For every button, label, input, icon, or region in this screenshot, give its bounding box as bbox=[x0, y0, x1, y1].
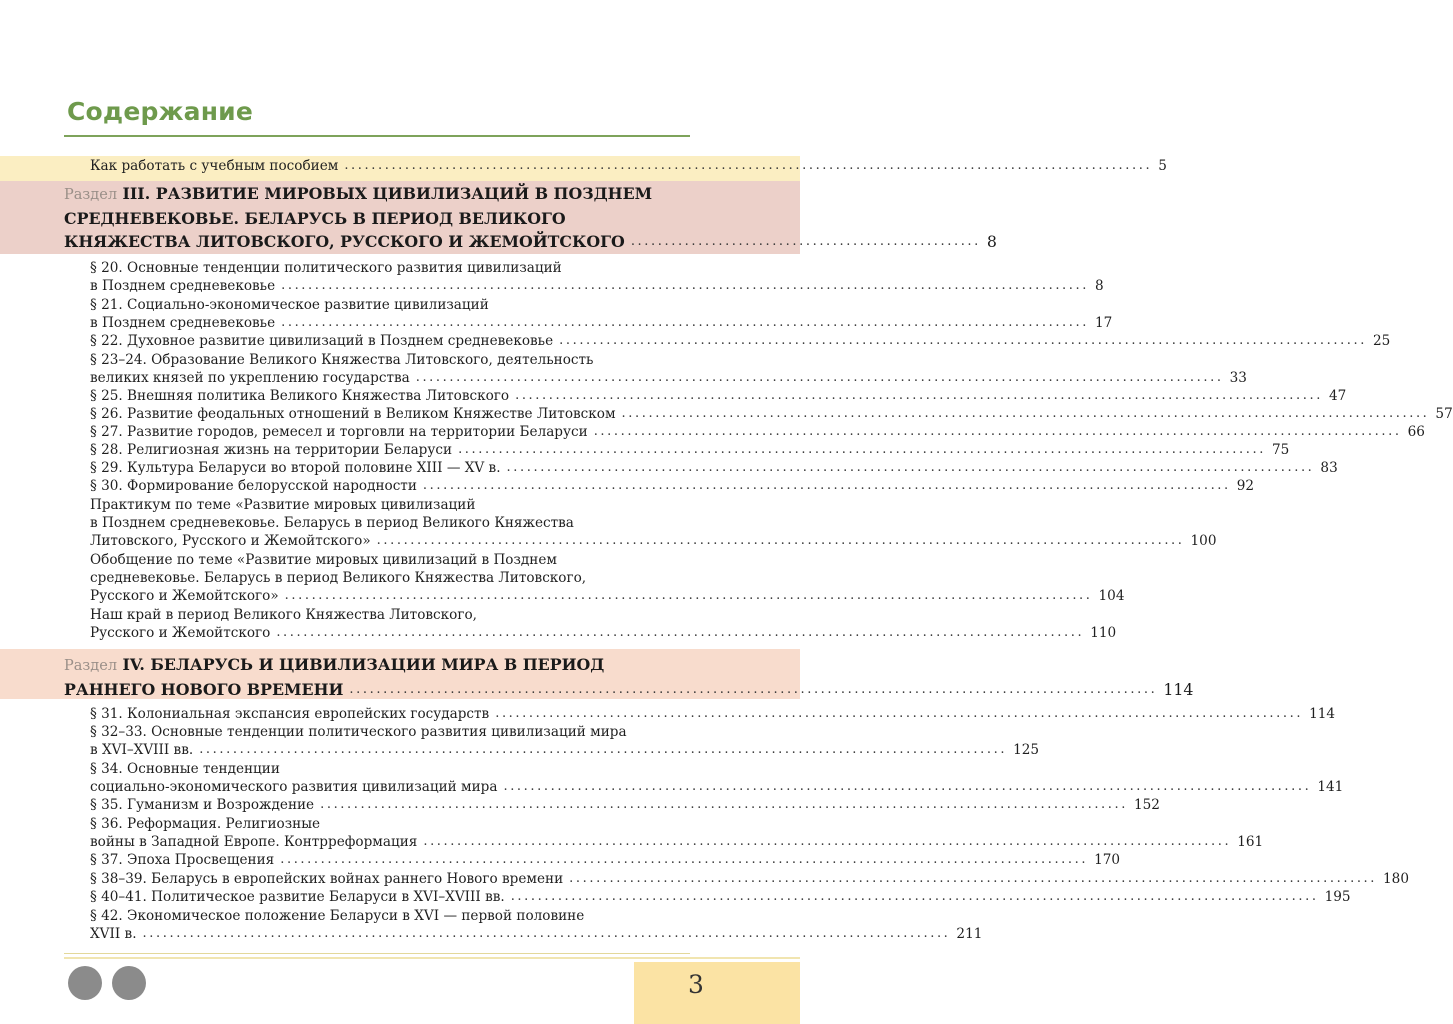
toc-page-number: 161 bbox=[1237, 834, 1264, 850]
toc-page-number: 8 bbox=[986, 232, 997, 251]
toc-entry-text: Обобщение по теме «Развитие мировых цивилизаций в Позднем bbox=[90, 552, 557, 568]
toc-page-number: 141 bbox=[1317, 779, 1344, 795]
toc-page-number: 17 bbox=[1095, 315, 1113, 331]
toc-entry-text: § 22. Духовное развитие цивилизаций в Позднем средневековье bbox=[90, 333, 554, 349]
toc-entry-text: Наш край в период Великого Княжества Литовского, bbox=[90, 607, 477, 623]
leader-dots: ........................................................................................................................ bbox=[281, 315, 1089, 330]
toc-page-number: 125 bbox=[1013, 742, 1040, 758]
toc-entry-text: в XVI–XVIII вв. bbox=[90, 742, 194, 758]
toc-entry-27[interactable] bbox=[90, 423, 1425, 441]
toc-entry-32-33-line1[interactable] bbox=[90, 723, 650, 741]
toc-entry-35[interactable] bbox=[90, 796, 1160, 814]
section-3-heading[interactable] bbox=[64, 184, 997, 253]
page-title: Содержание bbox=[67, 97, 254, 126]
toc-page-number: 180 bbox=[1383, 871, 1409, 887]
leader-dots: ........................................................................................................................ bbox=[276, 625, 1085, 640]
toc-entry-text: § 40–41. Политическое развитие Беларуси в XVI–XVIII вв. bbox=[90, 889, 505, 905]
leader-dots: ........................................................................................................................ bbox=[593, 424, 1402, 439]
toc-entry-21-line1[interactable] bbox=[90, 296, 650, 314]
toc-entry-21[interactable] bbox=[90, 314, 1113, 332]
toc-entry-text: Русского и Жемойтского bbox=[90, 625, 271, 641]
toc-entry-text: § 20. Основные тенденции политического развития цивилизаций bbox=[90, 260, 562, 276]
toc-entry-text: § 36. Реформация. Религиозные bbox=[90, 816, 321, 832]
toc-entry-text: § 31. Колониальная экспансия европейских государств bbox=[90, 706, 490, 722]
toc-entry-text: § 35. Гуманизм и Возрождение bbox=[90, 797, 315, 813]
toc-entry-36[interactable] bbox=[90, 833, 1264, 851]
leader-dots: ........................................................................................................................ bbox=[349, 682, 1158, 697]
toc-entry-practicum-line1[interactable] bbox=[90, 496, 650, 514]
leader-dots: .................................................... bbox=[630, 234, 981, 249]
leader-dots: ........................................................................................................................ bbox=[495, 706, 1304, 721]
leader-dots: ........................................................................................................................ bbox=[559, 333, 1368, 348]
toc-page-number: 66 bbox=[1407, 424, 1425, 440]
toc-page-number: 114 bbox=[1163, 680, 1194, 699]
section-title-line: КНЯЖЕСТВА ЛИТОВСКОГО, РУССКОГО И ЖЕМОЙТСКОГО bbox=[64, 232, 625, 251]
toc-page-number: 83 bbox=[1320, 460, 1338, 476]
toc-entry-text: § 34. Основные тенденции bbox=[90, 761, 280, 777]
toc-entry-text: средневековье. Беларусь в период Великого Княжества Литовского, bbox=[90, 570, 587, 586]
toc-entry-text: в Позднем средневековье. Беларусь в период Великого Княжества bbox=[90, 515, 574, 531]
toc-entry-23-24[interactable] bbox=[90, 369, 1247, 387]
toc-entry-summary-line2[interactable] bbox=[90, 569, 650, 587]
toc-entry-summary[interactable] bbox=[90, 587, 1125, 605]
toc-page-number: 170 bbox=[1094, 852, 1121, 868]
toc-page-number: 100 bbox=[1190, 533, 1217, 549]
toc-entry-text: в Позднем средневековье bbox=[90, 315, 276, 331]
toc-entry-23-24-line1[interactable] bbox=[90, 351, 650, 369]
toc-entry-25[interactable] bbox=[90, 387, 1347, 405]
toc-entry-38-39[interactable] bbox=[90, 870, 1409, 888]
leader-dots: ........................................................................................................................ bbox=[284, 588, 1093, 603]
leader-dots: ........................................................................................................................ bbox=[503, 779, 1312, 794]
leader-dots: ........................................................................................................................ bbox=[458, 442, 1266, 457]
toc-entry-text: Как работать с учебным пособием bbox=[90, 158, 339, 174]
toc-entry-summary-line1[interactable] bbox=[90, 551, 650, 569]
toc-page-number: 8 bbox=[1095, 278, 1104, 294]
toc-entry-text: великих князей по укреплению государства bbox=[90, 370, 410, 386]
toc-entry-text: § 27. Развитие городов, ремесел и торговли на территории Беларуси bbox=[90, 424, 588, 440]
toc-entry-text: § 28. Религиозная жизнь на территории Беларуси bbox=[90, 442, 453, 458]
leader-dots: ........................................................................................................................ bbox=[422, 478, 1231, 493]
title-underline bbox=[64, 135, 690, 137]
toc-entry-20-line1[interactable] bbox=[90, 259, 650, 277]
toc-entry-42-line1[interactable] bbox=[90, 907, 650, 925]
section-title-line: III. РАЗВИТИЕ МИРОВЫХ ЦИВИЛИЗАЦИЙ В ПОЗДНЕМ bbox=[122, 184, 653, 203]
page-number-box bbox=[634, 962, 800, 1024]
toc-entry-practicum-line2[interactable] bbox=[90, 514, 650, 532]
toc-entry-26[interactable] bbox=[90, 405, 1453, 423]
toc-entry-20[interactable] bbox=[90, 277, 1104, 295]
toc-entry-42[interactable] bbox=[90, 925, 983, 943]
toc-page-number: 110 bbox=[1090, 625, 1117, 641]
leader-dots: ........................................................................................................................ bbox=[621, 406, 1430, 421]
leader-dots: ........................................................................................................................ bbox=[506, 460, 1315, 475]
section-title-line: IV. БЕЛАРУСЬ И ЦИВИЛИЗАЦИИ МИРА В ПЕРИОД bbox=[122, 655, 605, 674]
toc-entry-36-line1[interactable] bbox=[90, 815, 650, 833]
leader-dots: ........................................................................................................................ bbox=[281, 278, 1089, 293]
footer-rule-accent bbox=[64, 957, 800, 959]
footer-rule bbox=[64, 953, 690, 954]
toc-entry-text: § 29. Культура Беларуси во второй половине XIII — XV в. bbox=[90, 460, 501, 476]
toc-entry-31[interactable] bbox=[90, 705, 1336, 723]
section-label: Раздел bbox=[64, 658, 118, 674]
decorative-circle-icon bbox=[68, 966, 102, 1000]
toc-entry-text: Практикум по теме «Развитие мировых цивилизаций bbox=[90, 497, 476, 513]
toc-entry-text: § 30. Формирование белорусской народности bbox=[90, 478, 417, 494]
leader-dots: ........................................................................................................................ bbox=[515, 388, 1323, 403]
toc-entry-text: войны в Западной Европе. Контрреформация bbox=[90, 834, 418, 850]
toc-page-number: 25 bbox=[1373, 333, 1391, 349]
leader-dots: ........................................................................................................................ bbox=[344, 158, 1153, 173]
leader-dots: ........................................................................................................................ bbox=[199, 742, 1008, 757]
toc-entry-40-41[interactable] bbox=[90, 888, 1351, 906]
toc-page-number: 92 bbox=[1236, 478, 1255, 494]
section-label: Раздел bbox=[64, 187, 118, 203]
toc-entry-29[interactable] bbox=[90, 459, 1338, 477]
toc-entry-text: § 21. Социально-экономическое развитие цивилизаций bbox=[90, 297, 489, 313]
toc-page-number: 114 bbox=[1309, 706, 1336, 722]
toc-entry-text: Литовского, Русского и Жемойтского» bbox=[90, 533, 371, 549]
toc-page-number: 195 bbox=[1324, 889, 1351, 905]
section-4-heading[interactable] bbox=[64, 655, 1194, 701]
page-number: 3 bbox=[688, 970, 704, 999]
leader-dots: ........................................................................................................................ bbox=[320, 797, 1128, 812]
toc-entry-22[interactable] bbox=[90, 332, 1391, 350]
toc-page-number: 57 bbox=[1435, 406, 1453, 422]
toc-entry-text: § 26. Развитие феодальных отношений в Великом Княжестве Литовском bbox=[90, 406, 616, 422]
leader-dots: ........................................................................................................................ bbox=[376, 533, 1185, 548]
section-title-line: СРЕДНЕВЕКОВЬЕ. БЕЛАРУСЬ В ПЕРИОД ВЕЛИКОГО bbox=[64, 209, 566, 228]
toc-entry-text: § 42. Экономическое положение Беларуси в XVI — первой половине bbox=[90, 908, 585, 924]
toc-entry-32-33[interactable] bbox=[90, 741, 1040, 759]
toc-entry-text: в Позднем средневековье bbox=[90, 278, 276, 294]
leader-dots: ........................................................................................................................ bbox=[510, 889, 1319, 904]
toc-entry-practicum[interactable] bbox=[90, 532, 1217, 550]
toc-entry-region[interactable] bbox=[90, 624, 1117, 642]
toc-entry-text: § 38–39. Беларусь в европейских войнах раннего Нового времени bbox=[90, 871, 564, 887]
toc-entry-text: социально-экономического развития цивилизаций мира bbox=[90, 779, 498, 795]
toc-entry-30[interactable] bbox=[90, 477, 1255, 495]
toc-entry-text: § 32–33. Основные тенденции политического развития цивилизаций мира bbox=[90, 724, 627, 740]
leader-dots: ........................................................................................................................ bbox=[415, 370, 1224, 385]
decorative-circle-icon bbox=[112, 966, 146, 1000]
toc-page-number: 47 bbox=[1328, 388, 1347, 404]
toc-page-number: 104 bbox=[1098, 588, 1125, 604]
leader-dots: ........................................................................................................................ bbox=[280, 852, 1089, 867]
toc-entry-text: § 23–24. Образование Великого Княжества Литовского, деятельность bbox=[90, 352, 594, 368]
toc-page-number: 75 bbox=[1271, 442, 1290, 458]
leader-dots: ........................................................................................................................ bbox=[142, 926, 951, 941]
toc-entry-34[interactable] bbox=[90, 778, 1344, 796]
toc-entry-34-line1[interactable] bbox=[90, 760, 650, 778]
toc-entry-text: Русского и Жемойтского» bbox=[90, 588, 279, 604]
toc-page-number: 211 bbox=[956, 926, 983, 942]
toc-entry-intro[interactable] bbox=[90, 157, 1167, 175]
toc-page-number: 152 bbox=[1134, 797, 1160, 813]
toc-entry-region-line1[interactable] bbox=[90, 606, 650, 624]
leader-dots: ........................................................................................................................ bbox=[423, 834, 1232, 849]
section-title-line: РАННЕГО НОВОГО ВРЕМЕНИ bbox=[64, 680, 344, 699]
leader-dots: ........................................................................................................................ bbox=[569, 871, 1378, 886]
toc-entry-37[interactable] bbox=[90, 851, 1121, 869]
toc-page-number: 33 bbox=[1229, 370, 1247, 386]
toc-entry-text: § 25. Внешняя политика Великого Княжества Литовского bbox=[90, 388, 510, 404]
toc-entry-28[interactable] bbox=[90, 441, 1290, 459]
toc-entry-text: § 37. Эпоха Просвещения bbox=[90, 852, 275, 868]
toc-entry-text: XVII в. bbox=[90, 926, 137, 942]
toc-page-number: 5 bbox=[1158, 158, 1167, 174]
